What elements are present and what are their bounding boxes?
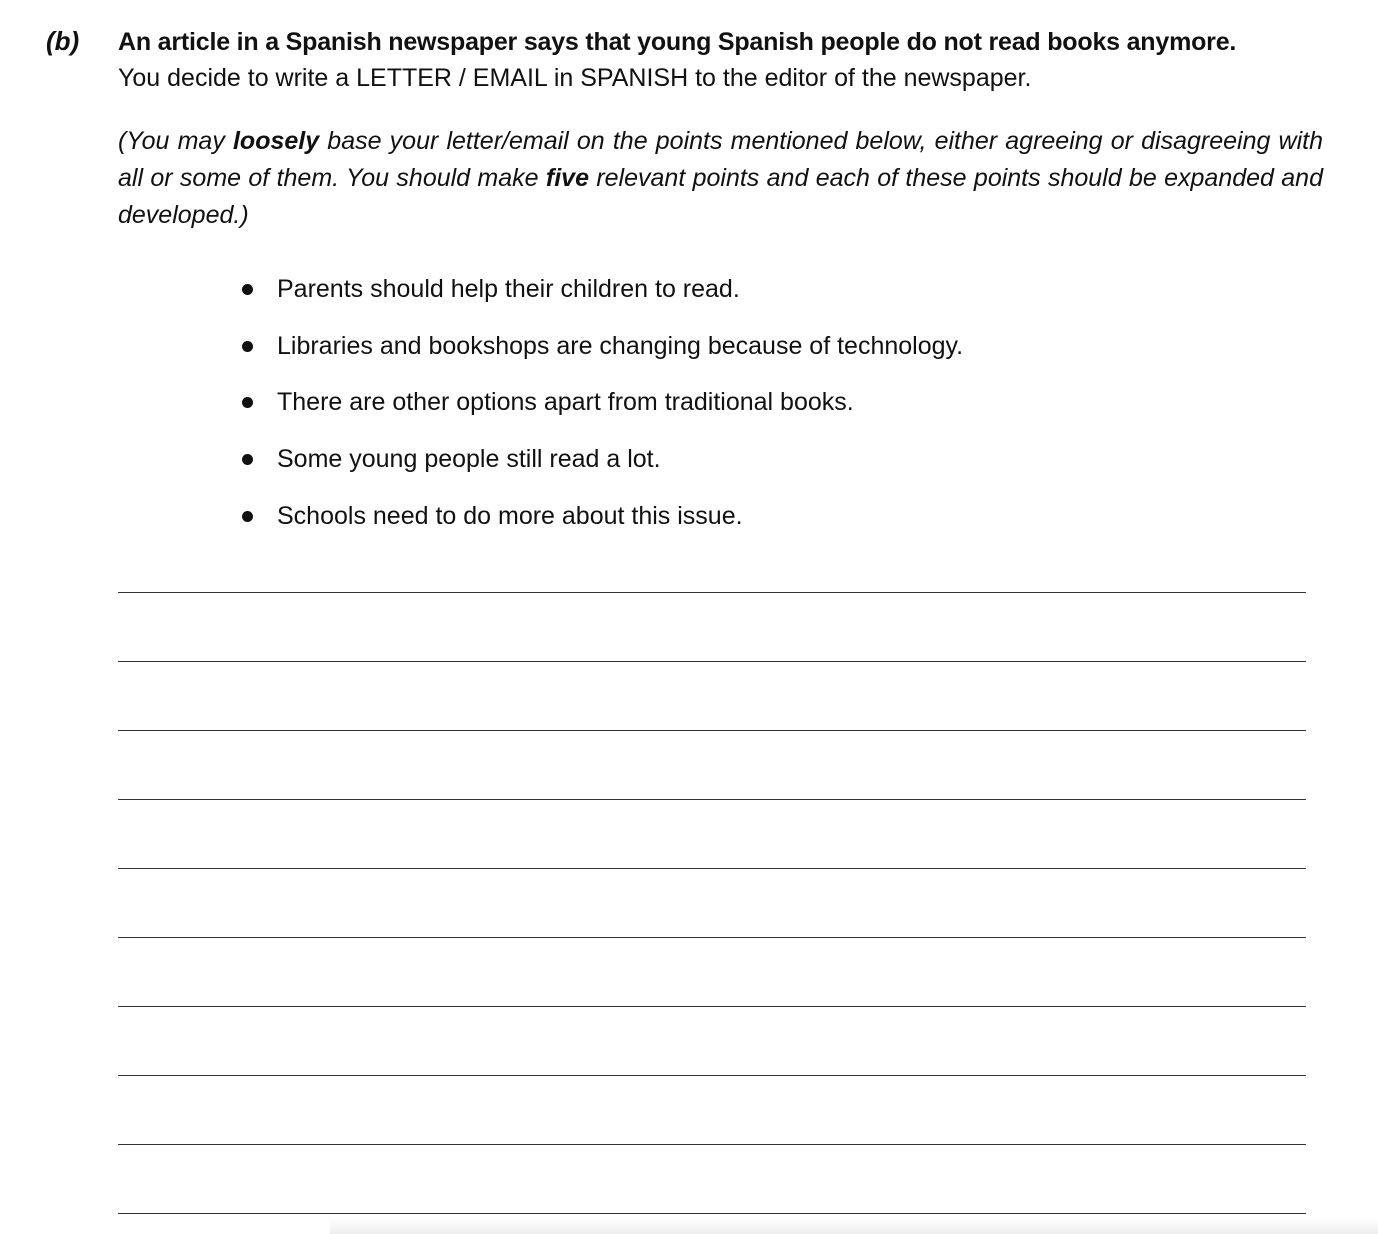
bullet-point-text: Schools need to do more about this issue.	[277, 501, 743, 530]
question-heading-bold: An article in a Spanish newspaper says that young Spanish people do not read books anymore.	[118, 28, 1237, 56]
instructions-paragraph	[118, 123, 1323, 234]
bullet-icon	[242, 454, 253, 465]
bullet-point	[240, 497, 963, 554]
bullet-point	[240, 383, 963, 440]
instructions-emphasis-five: five	[545, 164, 589, 192]
instructions-text-2: base your letter/email on the points mentioned below, either agreeing or disagreeing with all or some of them. You should make	[118, 127, 1323, 192]
answer-line[interactable]	[118, 1006, 1306, 1007]
instructions-text-1: (You may	[118, 127, 233, 155]
bullet-point-list	[240, 270, 963, 553]
bullet-icon	[242, 511, 253, 522]
answer-line[interactable]	[118, 937, 1306, 938]
answer-line[interactable]	[118, 1075, 1306, 1076]
bullet-point	[240, 440, 963, 497]
bullet-point	[240, 270, 963, 327]
answer-line[interactable]	[118, 1213, 1306, 1214]
bullet-point-text: Libraries and bookshops are changing because of technology.	[277, 331, 964, 360]
bullet-point-text: Parents should help their children to read.	[277, 275, 740, 303]
question-heading	[118, 24, 1328, 96]
bullet-icon	[242, 397, 253, 408]
bullet-point-text: There are other options apart from traditional books.	[277, 388, 854, 417]
answer-line[interactable]	[118, 799, 1306, 800]
answer-line[interactable]	[118, 730, 1306, 731]
answer-line[interactable]	[118, 1144, 1306, 1145]
bullet-icon	[242, 284, 253, 295]
answer-line[interactable]	[118, 868, 1306, 869]
answer-line[interactable]	[118, 592, 1306, 593]
question-heading-task: You decide to write a LETTER / EMAIL in SPANISH to the editor of the newspaper.	[118, 64, 1032, 92]
answer-line[interactable]	[118, 661, 1306, 662]
bullet-point-text: Some young people still read a lot.	[277, 445, 661, 474]
question-label: (b)	[46, 26, 80, 56]
bullet-point	[240, 327, 963, 384]
instructions-emphasis-loosely: loosely	[232, 127, 320, 155]
bullet-icon	[242, 341, 253, 352]
instructions-text-3: relevant points and each of these points should be expanded and developed.)	[118, 164, 1323, 229]
page-edge-shadow	[330, 1218, 1378, 1234]
